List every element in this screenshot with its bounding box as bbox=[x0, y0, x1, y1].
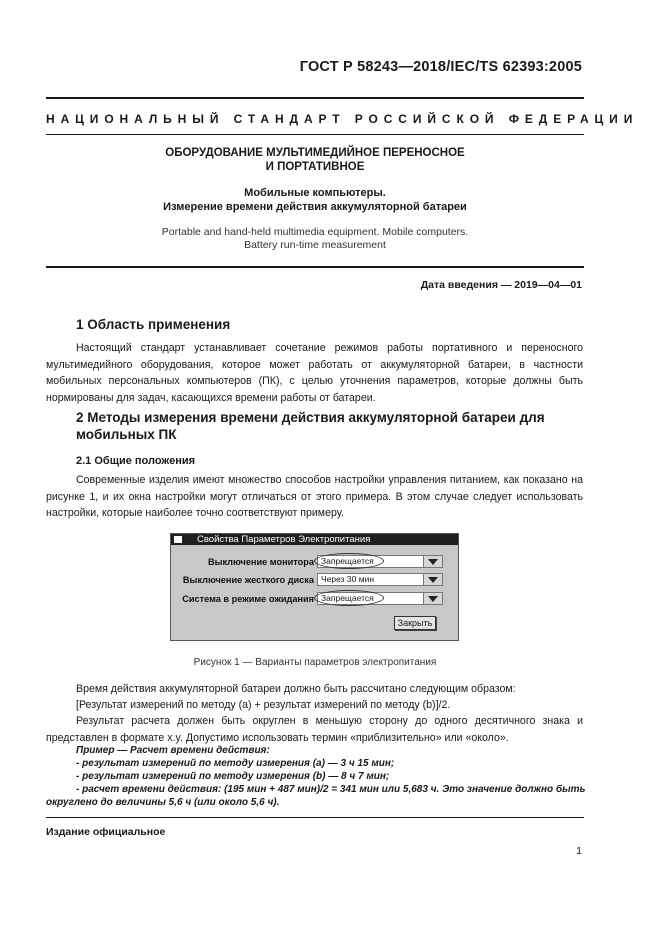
dialog-title-bar bbox=[171, 534, 458, 545]
monitor-off-value: Запрещается bbox=[321, 556, 374, 566]
section1-heading: 1 Область применения bbox=[76, 317, 231, 332]
national-standard-banner: НАЦИОНАЛЬНЫЙ СТАНДАРТ РОССИЙСКОЙ ФЕДЕРАЦИИ bbox=[46, 112, 639, 126]
section1-text: Настоящий стандарт устанавливает сочетание режимов работы портативного и переносного мультимедийного оборудования, которое может работать от аккумуляторной батареи, в частности мобильных персональных компьютеров (ПК), с целью уточнения параметров, которые должны быть нормированы для задач, касающихся времени работы от батареи. bbox=[46, 342, 583, 404]
calc-line1: Время действия аккумуляторной батареи должно быть рассчитано следующим образом: bbox=[76, 683, 516, 695]
section2-1-heading: 2.1 Общие положения bbox=[76, 455, 196, 467]
title-sub-line1: Мобильные компьютеры. bbox=[244, 187, 386, 199]
example-item2: - результат измерений по методу измерения (b) — 8 ч 7 мин; bbox=[76, 771, 390, 782]
hard-disk-off-select[interactable] bbox=[317, 573, 443, 586]
banner-rule bbox=[46, 134, 584, 135]
standby-value: Запрещается bbox=[321, 593, 374, 603]
hard-disk-off-value: Через 30 мин bbox=[321, 574, 375, 584]
standby-label: Система в режиме ожидания bbox=[182, 594, 314, 604]
standby-select[interactable] bbox=[317, 592, 443, 605]
top-rule bbox=[46, 97, 584, 99]
title-en-line2: Battery run-time measurement bbox=[244, 239, 386, 251]
chevron-down-icon[interactable] bbox=[423, 574, 442, 585]
highlight-oval bbox=[314, 553, 384, 569]
monitor-off-label: Выключение монитора bbox=[207, 557, 314, 567]
example-item3: - расчет времени действия: (195 мин + 487 мин)/2 = 341 мин или 5,683 ч. Это значение должно быть bbox=[76, 784, 586, 795]
section2-1-text: Современные изделия имеют множество способов настройки управления питанием, как показано на рисунке 1, и их окна настройки могут отличаться от этого примера. В этом случае следует использовать настройки, которые наиболее точно соответствуют примеру. bbox=[46, 474, 583, 519]
section2-heading-line1: 2 Методы измерения времени действия аккумуляторной батареи для bbox=[76, 410, 545, 425]
figure-caption: Рисунок 1 — Варианты параметров электропитания bbox=[193, 657, 437, 668]
calc-line2: [Результат измерений по методу (а) + результат измерений по методу (b)]/2. bbox=[76, 699, 451, 711]
example-item1: - результат измерений по методу измерения (а) — 3 ч 15 мин; bbox=[76, 758, 395, 769]
title-sub-line2: Измерение времени действия аккумуляторной батареи bbox=[163, 201, 467, 213]
monitor-off-select[interactable] bbox=[317, 555, 443, 568]
example-item3-cont: округлено до величины 5,6 ч (или около 5,6 ч). bbox=[46, 797, 280, 808]
dialog-title: Свойства Параметров Электропитания bbox=[197, 534, 371, 545]
calc-text: Результат расчета должен быть округлен в меньшую сторону до одного десятичного знака и представлен в формате x.y. Допустимо использовать термин «приблизительно» или «около». bbox=[46, 715, 583, 744]
title-rule bbox=[46, 266, 584, 268]
title-en-line1: Portable and hand-held multimedia equipment. Mobile computers. bbox=[161, 226, 469, 238]
hard-disk-off-label: Выключение жесткого диска bbox=[182, 575, 314, 585]
official-edition: Издание официальное bbox=[46, 826, 166, 838]
title-main-line2: И ПОРТАТИВНОЕ bbox=[265, 161, 365, 173]
power-options-dialog bbox=[170, 533, 459, 641]
section2-heading-line2: мобильных ПК bbox=[76, 427, 177, 442]
window-menu-icon[interactable] bbox=[174, 536, 182, 543]
highlight-oval bbox=[314, 590, 384, 606]
footer-rule bbox=[46, 817, 584, 818]
page-number: 1 bbox=[576, 845, 582, 857]
standard-code: ГОСТ Р 58243—2018/IEC/TS 62393:2005 bbox=[299, 59, 582, 75]
chevron-down-icon[interactable] bbox=[423, 593, 442, 604]
date-of-introduction: Дата введения — 2019—04—01 bbox=[420, 279, 582, 291]
title-main-line1: ОБОРУДОВАНИЕ МУЛЬТИМЕДИЙНОЕ ПЕРЕНОСНОЕ bbox=[165, 147, 465, 159]
close-button[interactable]: Закрыть bbox=[394, 616, 436, 630]
chevron-down-icon[interactable] bbox=[423, 556, 442, 567]
example-title: Пример — Расчет времени действия: bbox=[76, 745, 270, 756]
